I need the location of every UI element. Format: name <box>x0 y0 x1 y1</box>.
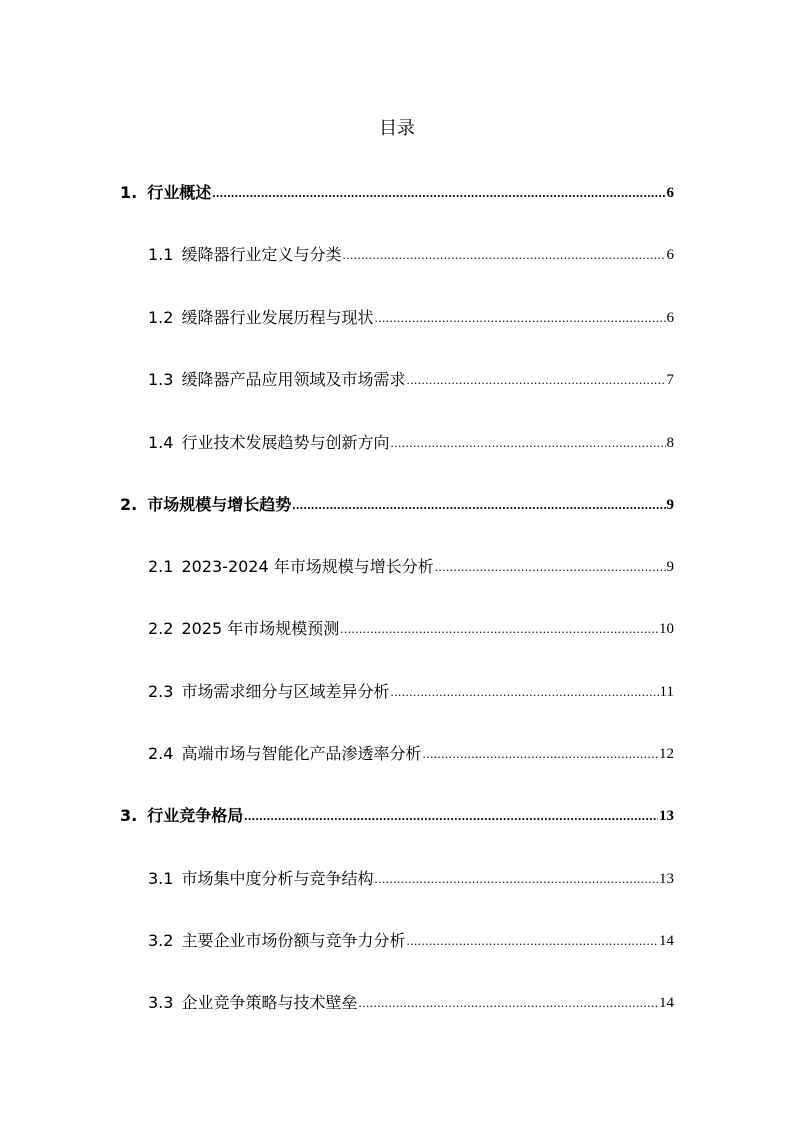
toc-entry-1-1[interactable] <box>148 242 674 266</box>
toc-entry-1-2[interactable] <box>148 305 674 329</box>
toc-dot-leader <box>244 805 658 827</box>
toc-title: 目录 <box>379 118 415 139</box>
toc-entry-2-2[interactable] <box>148 616 674 640</box>
toc-entry-label <box>148 244 341 266</box>
toc-entry-1-3[interactable] <box>148 367 674 391</box>
toc-entry-text: 高端市场与智能化产品渗透率分析 <box>181 744 422 763</box>
toc-page-number: 6 <box>666 247 674 263</box>
toc-entry-number: 2.1 <box>148 557 174 576</box>
toc-entry-number: 1.1 <box>148 245 174 264</box>
toc-dot-leader <box>212 182 665 204</box>
toc-page-number: 10 <box>659 621 674 637</box>
toc-entry-2[interactable] <box>120 492 674 516</box>
toc-page-number: 14 <box>659 933 674 949</box>
toc-entry-2-3[interactable] <box>148 679 674 703</box>
toc-dot-leader <box>390 432 665 454</box>
toc-entry-1[interactable] <box>120 180 674 204</box>
toc-entry-text: 市场规模与增长趋势 <box>147 495 292 514</box>
toc-page-number: 12 <box>659 746 674 762</box>
toc-entry-text: 缓降器行业定义与分类 <box>181 245 342 264</box>
toc-page-number: 9 <box>666 497 674 513</box>
toc-entry-number: 1.2 <box>148 308 174 327</box>
toc-entry-text: 企业竞争策略与技术壁垒 <box>181 993 358 1012</box>
toc-page-number: 6 <box>666 310 674 326</box>
toc-entry-text: 行业概述 <box>147 183 212 202</box>
toc-entry-3-1[interactable] <box>148 866 674 890</box>
toc-entry-text: 2023-2024 年市场规模与增长分析 <box>181 557 434 576</box>
toc-entry-text: 市场需求细分与区域差异分析 <box>181 682 390 701</box>
toc-entry-number: 3.3 <box>148 993 174 1012</box>
toc-dot-leader <box>435 556 666 578</box>
toc-dot-leader <box>292 494 665 516</box>
toc-dot-leader <box>422 743 658 765</box>
toc-entry-3-2[interactable] <box>148 928 674 952</box>
toc-entry-label <box>148 992 357 1014</box>
toc-dot-leader <box>406 369 665 391</box>
toc-entry-number: 1.4 <box>148 433 174 452</box>
toc-entry-label <box>120 182 211 204</box>
toc-dot-leader <box>406 930 658 952</box>
toc-entry-number: 1.3 <box>148 370 174 389</box>
toc-page-number: 13 <box>659 871 674 887</box>
toc-entry-label <box>120 805 243 827</box>
toc-entry-label <box>148 930 405 952</box>
toc-page-number: 11 <box>659 684 674 700</box>
toc-page-number: 14 <box>659 995 674 1011</box>
toc-entry-label <box>148 307 373 329</box>
toc-entry-label <box>148 369 405 391</box>
toc-entry-number: 1. <box>120 183 138 202</box>
toc-entry-text: 行业竞争格局 <box>147 806 244 825</box>
toc-entry-number: 3.1 <box>148 869 174 888</box>
toc-entry-label <box>148 681 389 703</box>
toc-dot-leader <box>390 681 658 703</box>
toc-entry-3-3[interactable] <box>148 990 674 1014</box>
toc-entry-1-4[interactable] <box>148 430 674 454</box>
toc-entry-text: 行业技术发展趋势与创新方向 <box>181 433 390 452</box>
toc-entry-text: 缓降器行业发展历程与现状 <box>181 308 374 327</box>
toc-entry-number: 2.4 <box>148 744 174 763</box>
toc-entry-text: 市场集中度分析与竞争结构 <box>181 869 374 888</box>
toc-entry-label <box>120 494 291 516</box>
toc-entry-label <box>148 868 373 890</box>
toc-entry-number: 3.2 <box>148 931 174 950</box>
toc-entry-2-4[interactable] <box>148 741 674 765</box>
toc-entry-number: 3. <box>120 806 138 825</box>
toc-entry-text: 2025 年市场规模预测 <box>181 619 340 638</box>
toc-page-number: 8 <box>666 435 674 451</box>
toc-dot-leader <box>358 992 658 1014</box>
toc-dot-leader <box>374 307 665 329</box>
toc-entry-3[interactable] <box>120 803 674 827</box>
toc-entry-2-1[interactable] <box>148 554 674 578</box>
toc-entry-label <box>148 743 421 765</box>
toc-page-number: 6 <box>666 185 674 201</box>
toc-dot-leader <box>342 244 665 266</box>
toc-entry-number: 2. <box>120 495 138 514</box>
toc-page-number: 13 <box>659 808 674 824</box>
toc-entry-label <box>148 432 389 454</box>
toc-entry-number: 2.3 <box>148 682 174 701</box>
toc-dot-leader <box>340 618 658 640</box>
toc-entry-text: 主要企业市场份额与竞争力分析 <box>181 931 406 950</box>
toc-entry-label <box>148 618 339 640</box>
toc-dot-leader <box>374 868 658 890</box>
toc-page-number: 9 <box>666 559 674 575</box>
toc-entry-number: 2.2 <box>148 619 174 638</box>
toc-entry-text: 缓降器产品应用领域及市场需求 <box>181 370 406 389</box>
toc-entry-label <box>148 556 434 578</box>
toc-page-number: 7 <box>666 372 674 388</box>
